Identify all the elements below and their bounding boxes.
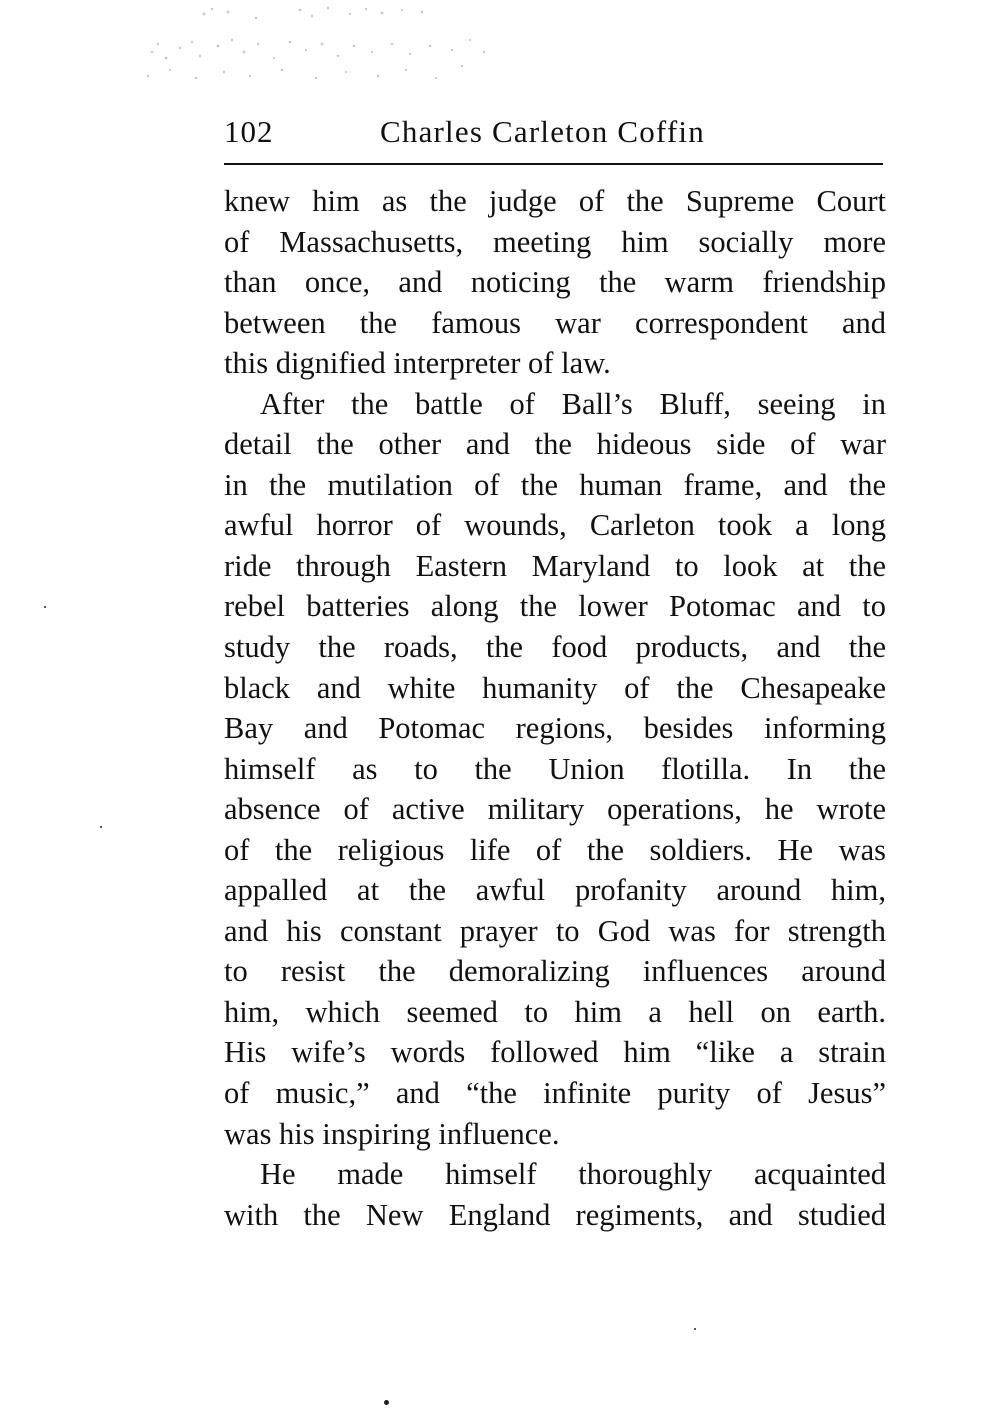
- scan-speck: [384, 1400, 389, 1405]
- text-line: than once, and noticing the warm friendship: [224, 265, 886, 300]
- text-line: absence of active military operations, he wrote: [224, 792, 886, 827]
- text-line: with the New England regiments, and studied: [224, 1197, 886, 1232]
- text-line: appalled at the awful profanity around him,: [224, 873, 886, 908]
- text-line: to resist the demoralizing influences around: [224, 954, 886, 989]
- text-line: him, which seemed to him a hell on earth.: [224, 994, 886, 1029]
- text-line: ride through Eastern Maryland to look at the: [224, 548, 886, 583]
- text-line: detail the other and the hideous side of war: [224, 427, 886, 462]
- scan-speck: [100, 826, 102, 828]
- bleed-through-marks: [140, 0, 500, 90]
- text-line: He made himself thoroughly acquainted: [260, 1157, 886, 1192]
- text-line: of Massachusetts, meeting him socially more: [224, 224, 886, 259]
- text-line: himself as to the Union flotilla. In the: [224, 751, 886, 786]
- text-line: and his constant prayer to God was for strength: [224, 913, 886, 948]
- page-header: [224, 112, 886, 160]
- text-line: awful horror of wounds, Carleton took a long: [224, 508, 886, 543]
- text-line: rebel batteries along the lower Potomac and to: [224, 589, 886, 624]
- running-title: Charles Carleton Coffin: [380, 114, 705, 149]
- scan-speck: [694, 1328, 696, 1330]
- text-line: Bay and Potomac regions, besides informing: [224, 711, 886, 746]
- page-number: 102: [224, 114, 274, 149]
- text-line: black and white humanity of the Chesapeake: [224, 670, 886, 705]
- header-rule: [224, 163, 883, 165]
- text-line: study the roads, the food products, and the: [224, 630, 886, 665]
- text-line: was his inspiring influence.: [224, 1116, 560, 1151]
- text-line: between the famous war correspondent and: [224, 305, 886, 340]
- text-line: of the religious life of the soldiers. He was: [224, 832, 886, 867]
- text-line: His wife’s words followed him “like a strain: [224, 1035, 886, 1070]
- scan-speck: [44, 606, 46, 608]
- text-line: this dignified interpreter of law.: [224, 346, 611, 381]
- body-text: [224, 181, 886, 1235]
- text-line: of music,” and “the infinite purity of Jesus”: [224, 1076, 886, 1111]
- text-line: knew him as the judge of the Supreme Court: [224, 184, 886, 218]
- text-line: After the battle of Ball’s Bluff, seeing in: [260, 386, 886, 421]
- text-line: in the mutilation of the human frame, and the: [224, 467, 886, 502]
